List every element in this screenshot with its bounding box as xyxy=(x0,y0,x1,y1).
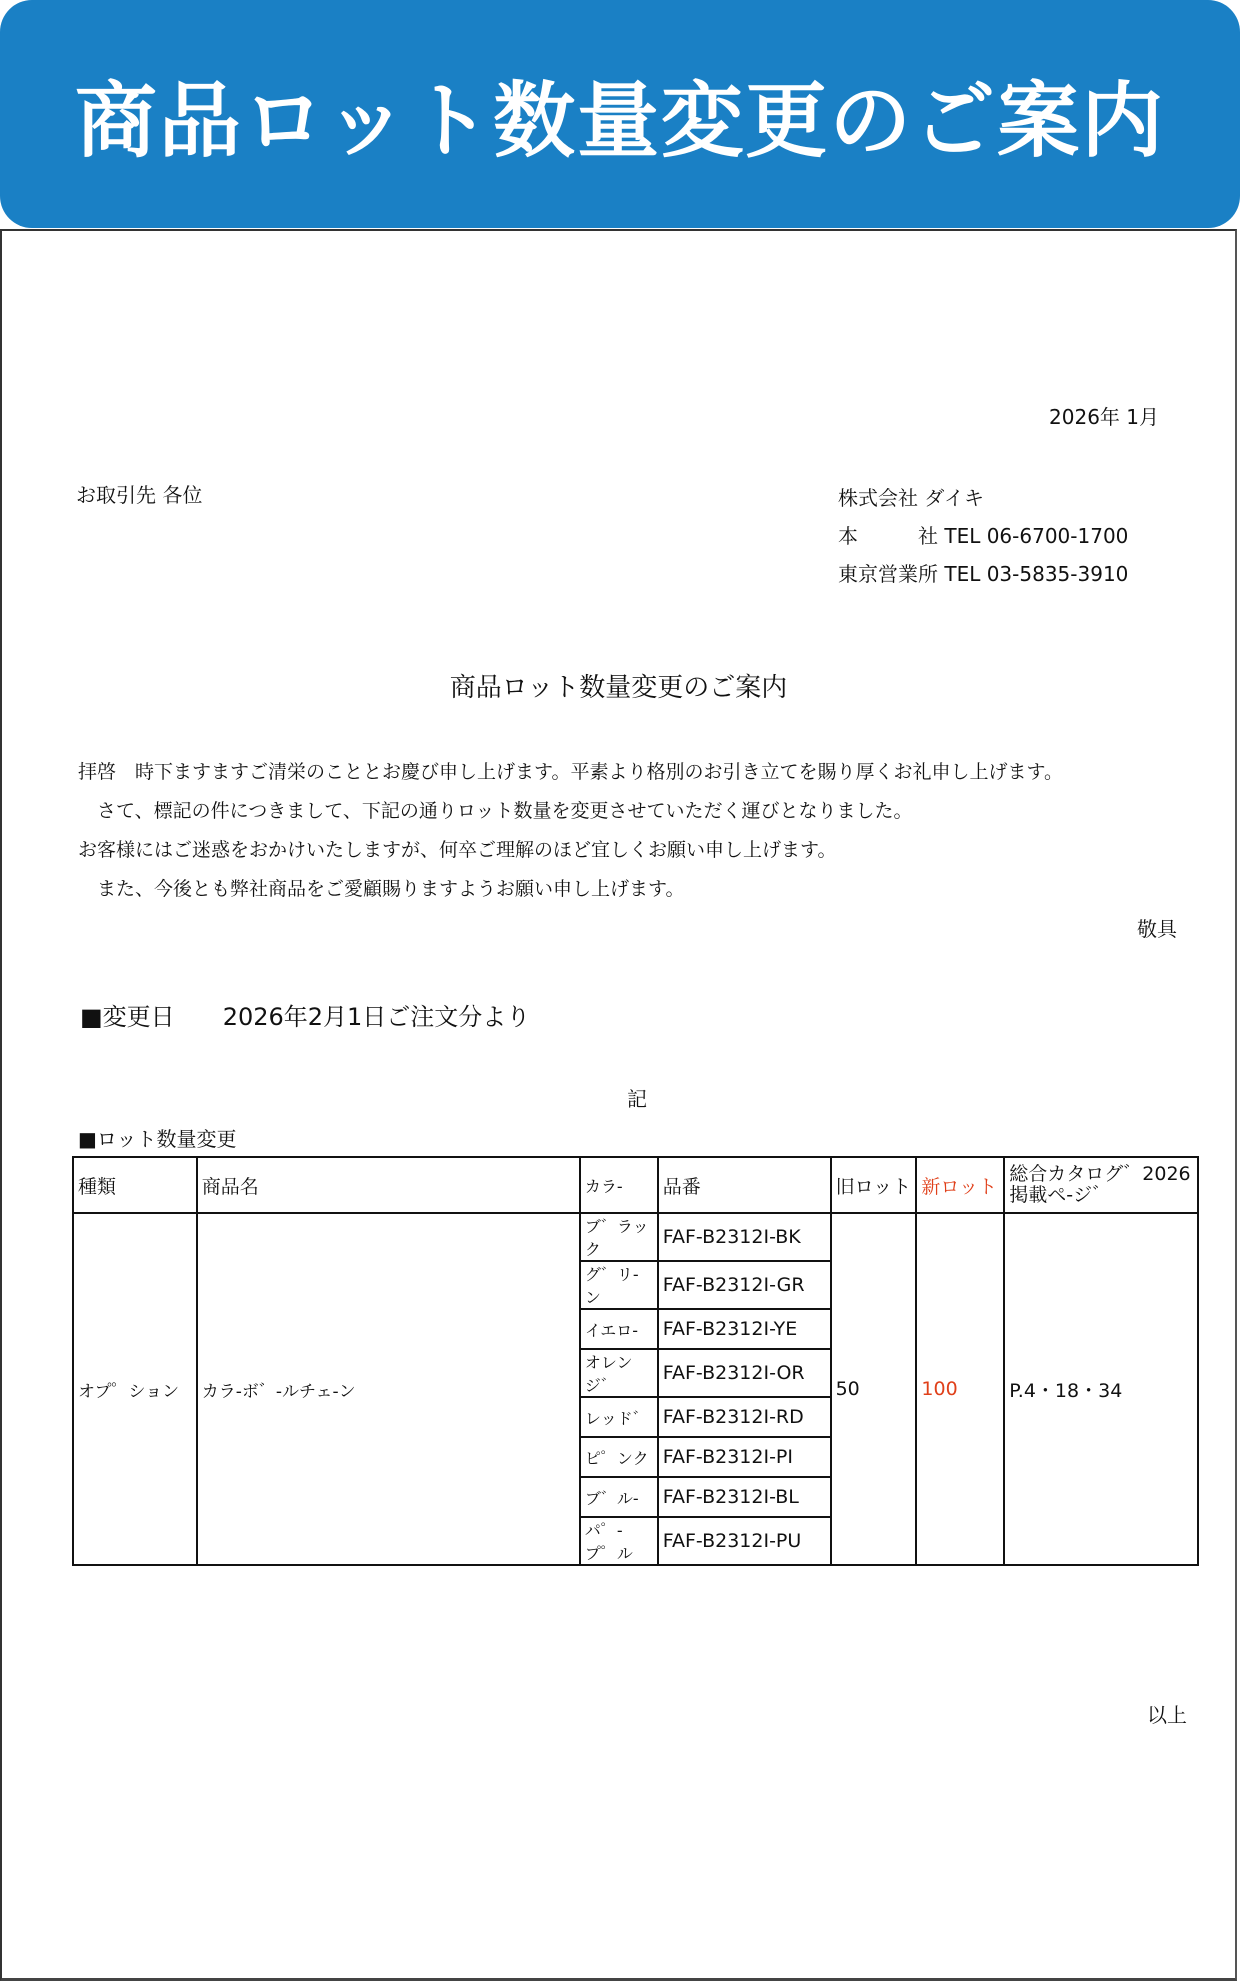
cell-type: オプ゜ション xyxy=(73,1213,197,1565)
document-title: 商品ロット数量変更のご案内 xyxy=(449,673,788,703)
cell-part-no: FAF-B2312I-PU xyxy=(658,1517,831,1565)
cell-color: ブ゛ル- xyxy=(580,1477,658,1517)
cell-part-no: FAF-B2312I-BL xyxy=(658,1477,831,1517)
cell-part-no: FAF-B2312I-BK xyxy=(658,1213,831,1261)
end-marker: 以上 xyxy=(1147,1703,1187,1727)
paragraph: さて、標記の件につきまして、下記の通りロット数量を変更させていただく運びとなりました。 xyxy=(78,800,913,822)
tokyo-office-tel: 東京営業所 TEL 03-5835-3910 xyxy=(838,562,1129,586)
header-old-lot: 旧ロット xyxy=(831,1157,917,1213)
cell-color: レッド゛ xyxy=(580,1397,658,1437)
table-header-row xyxy=(73,1157,1198,1213)
cell-product-name: カラ-ボ゛-ルチェ-ン xyxy=(197,1213,580,1565)
closing-keigu: 敬具 xyxy=(1137,917,1177,941)
header-catalog xyxy=(1004,1157,1198,1213)
letter-body xyxy=(78,753,1063,909)
cell-part-no: FAF-B2312I-OR xyxy=(658,1349,831,1397)
ki-marker: 記 xyxy=(627,1087,647,1111)
company-info xyxy=(838,479,1128,593)
cell-color: オレンジ゛ xyxy=(580,1349,658,1397)
header-catalog-line2: 掲載ペ-ジ゛ xyxy=(1009,1184,1112,1206)
document-page xyxy=(0,229,1237,1981)
cell-color: ブ゛ラック xyxy=(580,1213,658,1261)
cell-new-lot: 100 xyxy=(916,1213,1004,1565)
cell-old-lot: 50 xyxy=(831,1213,917,1565)
cell-part-no: FAF-B2312I-PI xyxy=(658,1437,831,1477)
cell-part-no: FAF-B2312I-YE xyxy=(658,1309,831,1349)
company-name: 株式会社 ダイキ xyxy=(838,486,984,510)
table-label: ■ロット数量変更 xyxy=(78,1127,237,1151)
header-type: 種類 xyxy=(73,1157,197,1213)
cell-color: パ゜-プ゜ル xyxy=(580,1517,658,1565)
cell-color: グ゛リ-ン xyxy=(580,1261,658,1309)
header-product-name: 商品名 xyxy=(197,1157,580,1213)
title-banner xyxy=(0,0,1240,228)
change-date-value: 2026年2月1日ご注文分より xyxy=(222,1003,531,1031)
table-row xyxy=(73,1213,1198,1261)
header-color: カラ- xyxy=(580,1157,658,1213)
paragraph: また、今後とも弊社商品をご愛顧賜りますようお願い申し上げます。 xyxy=(78,878,685,900)
paragraph: 拝啓 時下ますますご清栄のこととお慶び申し上げます。平素より格別のお引き立てを賜り厚くお礼申し上げます。 xyxy=(78,761,1063,783)
change-date-label: ■変更日 xyxy=(80,1003,175,1031)
banner-title: 商品ロット数量変更のご案内 xyxy=(74,73,1166,169)
header-catalog-line1: 総合カタログ゛2026 xyxy=(1009,1163,1191,1185)
header-new-lot: 新ロット xyxy=(916,1157,1004,1213)
cell-part-no: FAF-B2312I-RD xyxy=(658,1397,831,1437)
issue-date: 2026年 1月 xyxy=(1049,405,1159,429)
lot-change-table xyxy=(72,1156,1199,1566)
cell-part-no: FAF-B2312I-GR xyxy=(658,1261,831,1309)
change-date xyxy=(80,997,530,1032)
cell-catalog-pages: P.4・18・34 xyxy=(1004,1213,1198,1565)
head-office-tel: 本 社 TEL 06-6700-1700 xyxy=(838,524,1129,548)
cell-color: ピ゜ンク xyxy=(580,1437,658,1477)
paragraph: お客様にはご迷惑をおかけいたしますが、何卒ご理解のほど宜しくお願い申し上げます。 xyxy=(78,839,837,861)
header-part-no: 品番 xyxy=(658,1157,831,1213)
recipient: お取引先 各位 xyxy=(76,483,203,507)
cell-color: イエロ- xyxy=(580,1309,658,1349)
